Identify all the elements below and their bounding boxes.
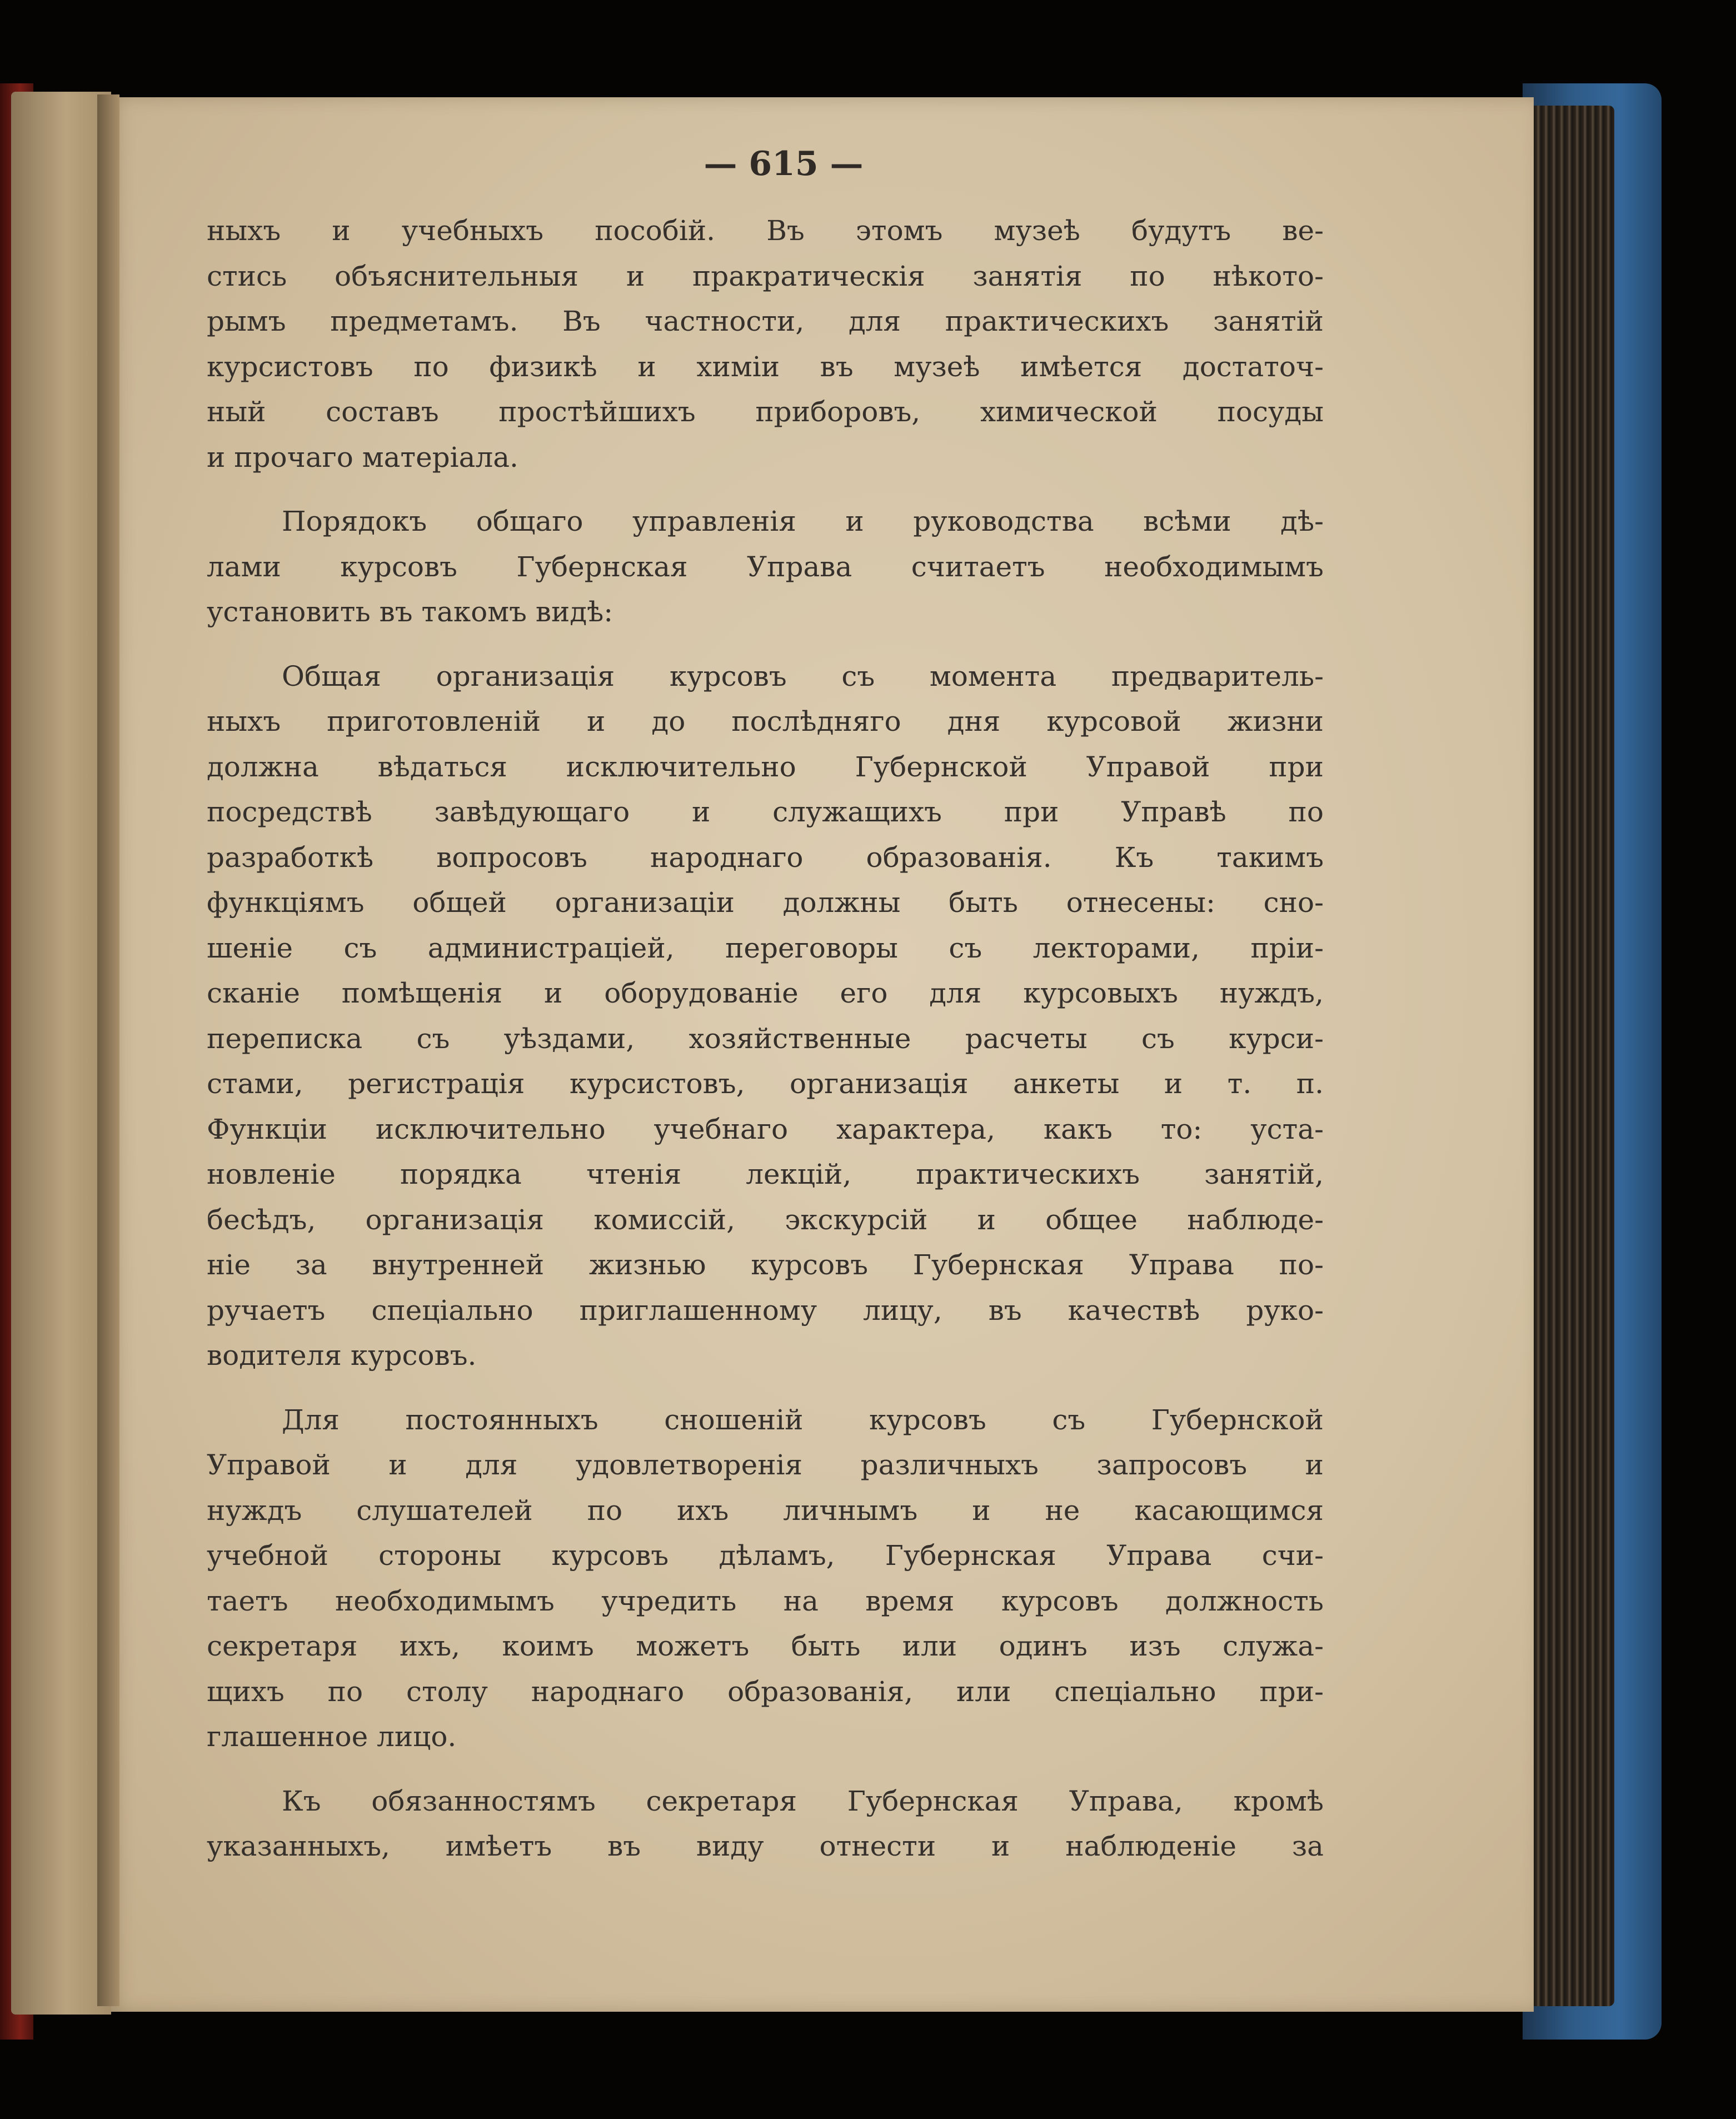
facing-page bbox=[11, 92, 111, 2015]
text-line: посредствѣ завѣдующаго и служащихъ при Управѣ по bbox=[207, 796, 1324, 828]
text-line: Къ обязанностямъ секретаря Губернская Управа, кромѣ bbox=[282, 1784, 1324, 1817]
text-line: и прочаго матеріала. bbox=[207, 441, 518, 473]
page-block-edges bbox=[1525, 106, 1614, 2006]
page-number: — 615 — bbox=[704, 144, 864, 183]
text-line: секретаря ихъ, коимъ можетъ быть или одинъ изъ служа- bbox=[207, 1630, 1324, 1662]
text-line: Функціи исключительно учебнаго характера, какъ то: уста- bbox=[207, 1113, 1324, 1145]
text-line: ныхъ приготовленій и до послѣдняго дня курсовой жизни bbox=[207, 705, 1324, 737]
text-line: ніе за внутренней жизнью курсовъ Губернская Управа по- bbox=[207, 1249, 1324, 1281]
page-text bbox=[207, 208, 1324, 1888]
text-line: лами курсовъ Губернская Управа считаетъ необходимымъ bbox=[207, 550, 1324, 583]
text-line: Общая организація курсовъ съ момента предваритель- bbox=[282, 660, 1324, 692]
text-line: шеніе съ администраціей, переговоры съ лекторами, пріи- bbox=[207, 931, 1324, 964]
text-line: щихъ по столу народнаго образованія, или спеціально при- bbox=[207, 1675, 1324, 1708]
text-line: Для постоянныхъ сношеній курсовъ съ Губернской bbox=[282, 1403, 1324, 1436]
text-line: ныхъ и учебныхъ пособій. Въ этомъ музеѣ будутъ ве- bbox=[207, 215, 1324, 247]
text-line: Порядокъ общаго управленія и руководства всѣми дѣ- bbox=[282, 505, 1324, 537]
text-line: рымъ предметамъ. Въ частности, для практическихъ занятій bbox=[207, 305, 1324, 337]
text-line: указанныхъ, имѣетъ въ виду отнести и наблюденіе за bbox=[207, 1830, 1324, 1862]
text-line: курсистовъ по физикѣ и химіи въ музеѣ имѣется достаточ- bbox=[207, 350, 1324, 383]
text-line: новленіе порядка чтенія лекцій, практическихъ занятій, bbox=[207, 1158, 1324, 1190]
text-line: стись объяснительныя и пракратическія занятія по нѣкото- bbox=[207, 260, 1324, 292]
paragraph bbox=[207, 1398, 1324, 1760]
text-line: переписка съ уѣздами, хозяйственные расчеты съ курси- bbox=[207, 1022, 1324, 1055]
text-line: нуждъ слушателей по ихъ личнымъ и не касающимся bbox=[207, 1494, 1324, 1527]
paragraph bbox=[207, 654, 1324, 1379]
paragraph bbox=[207, 499, 1324, 635]
text-line: разработкѣ вопросовъ народнаго образованія. Къ такимъ bbox=[207, 841, 1324, 874]
text-line: ручаетъ спеціально приглашенному лицу, въ качествѣ руко- bbox=[207, 1294, 1324, 1327]
paragraph bbox=[207, 1779, 1324, 1869]
text-line: сканіе помѣщенія и оборудованіе его для курсовыхъ нуждъ, bbox=[207, 977, 1324, 1009]
text-line: должна вѣдаться исключительно Губернской Управой при bbox=[207, 750, 1324, 783]
text-line: Управой и для удовлетворенія различныхъ запросовъ и bbox=[207, 1449, 1324, 1481]
text-line: стами, регистрація курсистовъ, организація анкеты и т. п. bbox=[207, 1068, 1324, 1100]
text-line: ный составъ простѣйшихъ приборовъ, химической посуды bbox=[207, 396, 1324, 428]
text-line: бесѣдъ, организація комиссій, экскурсій и общее наблюде- bbox=[207, 1203, 1324, 1236]
text-line: учебной стороны курсовъ дѣламъ, Губернская Управа счи- bbox=[207, 1539, 1324, 1572]
text-line: установить въ такомъ видѣ: bbox=[207, 596, 613, 628]
page-gutter bbox=[97, 94, 119, 2006]
text-line: функціямъ общей организаціи должны быть отнесены: сно- bbox=[207, 886, 1324, 919]
text-line: таетъ необходимымъ учредить на время курсовъ должность bbox=[207, 1584, 1324, 1617]
text-line: водителя курсовъ. bbox=[207, 1339, 477, 1372]
paragraph bbox=[207, 208, 1324, 480]
text-line: глашенное лицо. bbox=[207, 1721, 457, 1753]
